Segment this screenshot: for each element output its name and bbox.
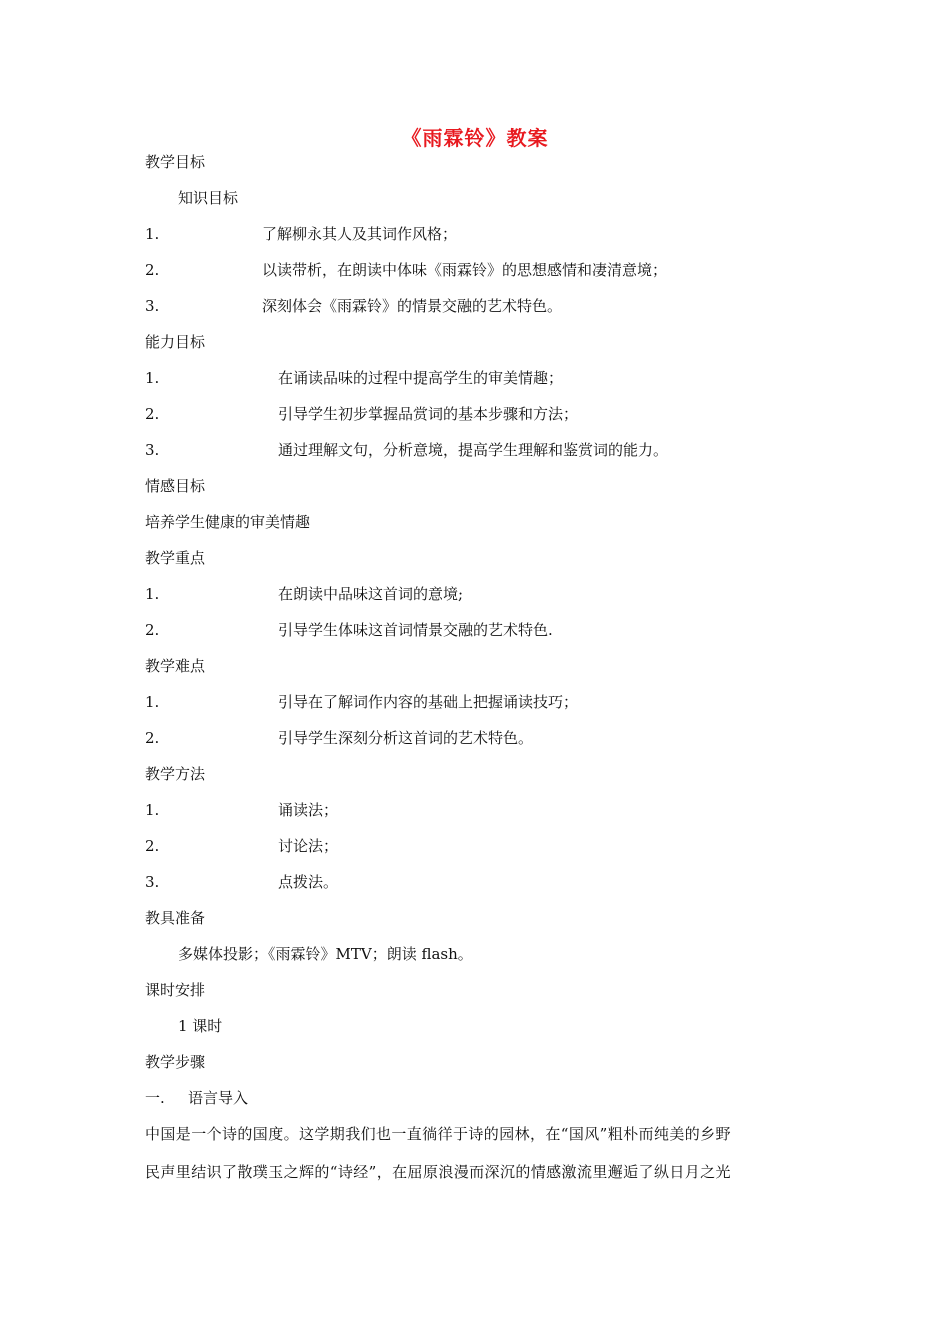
section-heading-schedule: 课时安排	[145, 981, 206, 999]
step-title: 语言导入	[188, 1089, 249, 1107]
knowledge-item-text: 深刻体会《雨霖铃》的情景交融的艺术特色。	[262, 297, 563, 315]
method-number: 2.	[145, 837, 160, 855]
key-point-number: 1.	[145, 585, 160, 603]
section-heading-tools: 教具准备	[145, 909, 206, 927]
key-point-number: 2.	[145, 621, 160, 639]
section-heading-methods: 教学方法	[145, 765, 206, 783]
ability-item-text: 引导学生初步掌握品赏词的基本步骤和方法；	[278, 405, 579, 423]
subheading-knowledge: 知识目标	[178, 189, 239, 207]
method-number: 3.	[145, 873, 160, 891]
knowledge-item-number: 2.	[145, 261, 160, 279]
document-title: 《雨霖铃》教案	[401, 126, 549, 150]
method-text: 讨论法；	[278, 837, 339, 855]
body-paragraph-line: 中国是一个诗的国度。这学期我们也一直徜徉于诗的园林，在“国风”粗朴而纯美的乡野	[145, 1125, 731, 1143]
ability-item-number: 1.	[145, 369, 160, 387]
method-text: 诵读法；	[278, 801, 339, 819]
method-number: 1.	[145, 801, 160, 819]
knowledge-item-text: 了解柳永其人及其词作风格；	[262, 225, 458, 243]
schedule-text: 1 课时	[178, 1017, 223, 1035]
key-point-text: 引导学生体味这首词情景交融的艺术特色.	[278, 621, 553, 639]
ability-item-text: 在诵读品味的过程中提高学生的审美情趣；	[278, 369, 564, 387]
difficulty-text: 引导在了解词作内容的基础上把握诵读技巧；	[278, 693, 579, 711]
section-heading-steps: 教学步骤	[145, 1053, 206, 1071]
section-heading-key-points: 教学重点	[145, 549, 206, 567]
step-number: 一.	[145, 1089, 165, 1107]
ability-item-number: 2.	[145, 405, 160, 423]
difficulty-text: 引导学生深刻分析这首词的艺术特色。	[278, 729, 534, 747]
section-heading-goals: 教学目标	[145, 153, 206, 171]
tools-text: 多媒体投影；《雨霖铃》MTV；朗读 flash。	[178, 945, 473, 963]
difficulty-number: 1.	[145, 693, 160, 711]
section-heading-emotion: 情感目标	[145, 477, 206, 495]
knowledge-item-number: 1.	[145, 225, 160, 243]
knowledge-item-number: 3.	[145, 297, 160, 315]
method-text: 点拨法。	[278, 873, 339, 891]
section-heading-difficulties: 教学难点	[145, 657, 206, 675]
emotion-text: 培养学生健康的审美情趣	[145, 513, 311, 531]
knowledge-item-text: 以读带析，在朗读中体味《雨霖铃》的思想感情和凄清意境；	[262, 261, 668, 279]
difficulty-number: 2.	[145, 729, 160, 747]
ability-item-number: 3.	[145, 441, 160, 459]
ability-item-text: 通过理解文句，分析意境，提高学生理解和鉴赏词的能力。	[278, 441, 669, 459]
body-paragraph-line: 民声里结识了散璞玉之辉的“诗经”，在屈原浪漫而深沉的情感激流里邂逅了纵日月之光	[145, 1163, 731, 1181]
section-heading-ability: 能力目标	[145, 333, 206, 351]
key-point-text: 在朗读中品味这首词的意境;	[278, 585, 464, 603]
